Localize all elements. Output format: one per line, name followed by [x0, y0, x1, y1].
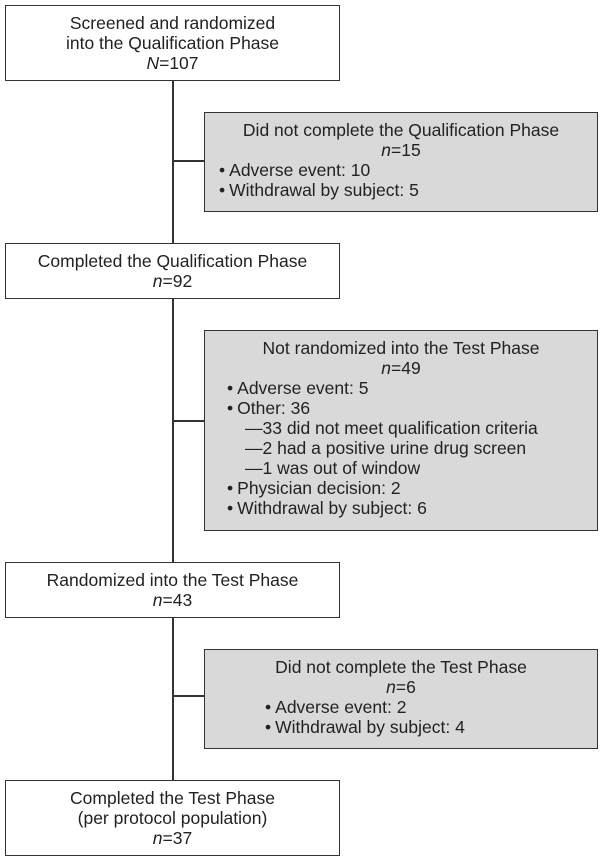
not-complete-qual-box	[204, 112, 598, 212]
not-randomized-sub-item: — 2 had a positive urine drug screen	[227, 438, 597, 458]
not-randomized-sub-item: — 33 did not meet qualification criteria	[227, 418, 597, 438]
completed-test-line-1: Completed the Test Phase	[70, 788, 275, 808]
screened-line-1: Screened and randomized	[69, 13, 276, 33]
not-complete-qual-count: n=15	[381, 140, 421, 160]
not-complete-qual-item: • Adverse event: 10	[219, 160, 597, 180]
completed-test-line-2: (per protocol population)	[77, 808, 268, 828]
not-randomized-item: • Other: 36	[227, 398, 597, 418]
main-connector-line	[172, 80, 174, 780]
randomized-test-title: Randomized into the Test Phase	[46, 570, 299, 590]
not-complete-qual-title: Did not complete the Qualification Phase	[242, 120, 560, 140]
screened-count: N=107	[146, 53, 199, 73]
branch-line-2	[172, 420, 204, 422]
completed-qual-count: n=92	[152, 271, 193, 291]
screened-line-2: into the Qualification Phase	[65, 33, 280, 53]
not-randomized-item: • Withdrawal by subject: 6	[227, 498, 597, 518]
randomized-test-box	[5, 562, 340, 618]
completed-qual-title: Completed the Qualification Phase	[37, 251, 308, 271]
not-complete-test-box	[204, 649, 598, 749]
not-complete-test-count: n=6	[386, 677, 416, 697]
not-complete-test-item: • Adverse event: 2	[265, 697, 597, 717]
not-randomized-item: • Physician decision: 2	[227, 478, 597, 498]
not-randomized-title: Not randomized into the Test Phase	[262, 338, 540, 358]
not-complete-qual-item: • Withdrawal by subject: 5	[219, 180, 597, 200]
completed-test-box	[5, 780, 340, 856]
not-randomized-item: • Adverse event: 5	[227, 378, 597, 398]
completed-test-count: n=37	[152, 828, 193, 848]
not-randomized-sub-item: — 1 was out of window	[227, 458, 597, 478]
screened-box	[5, 5, 340, 81]
randomized-test-count: n=43	[152, 590, 193, 610]
branch-line-1	[172, 160, 204, 162]
branch-line-3	[172, 695, 204, 697]
not-randomized-count: n=49	[381, 358, 421, 378]
not-complete-test-title: Did not complete the Test Phase	[275, 657, 527, 677]
not-randomized-box	[204, 330, 598, 531]
completed-qual-box	[5, 243, 340, 299]
not-complete-test-item: • Withdrawal by subject: 4	[265, 717, 597, 737]
